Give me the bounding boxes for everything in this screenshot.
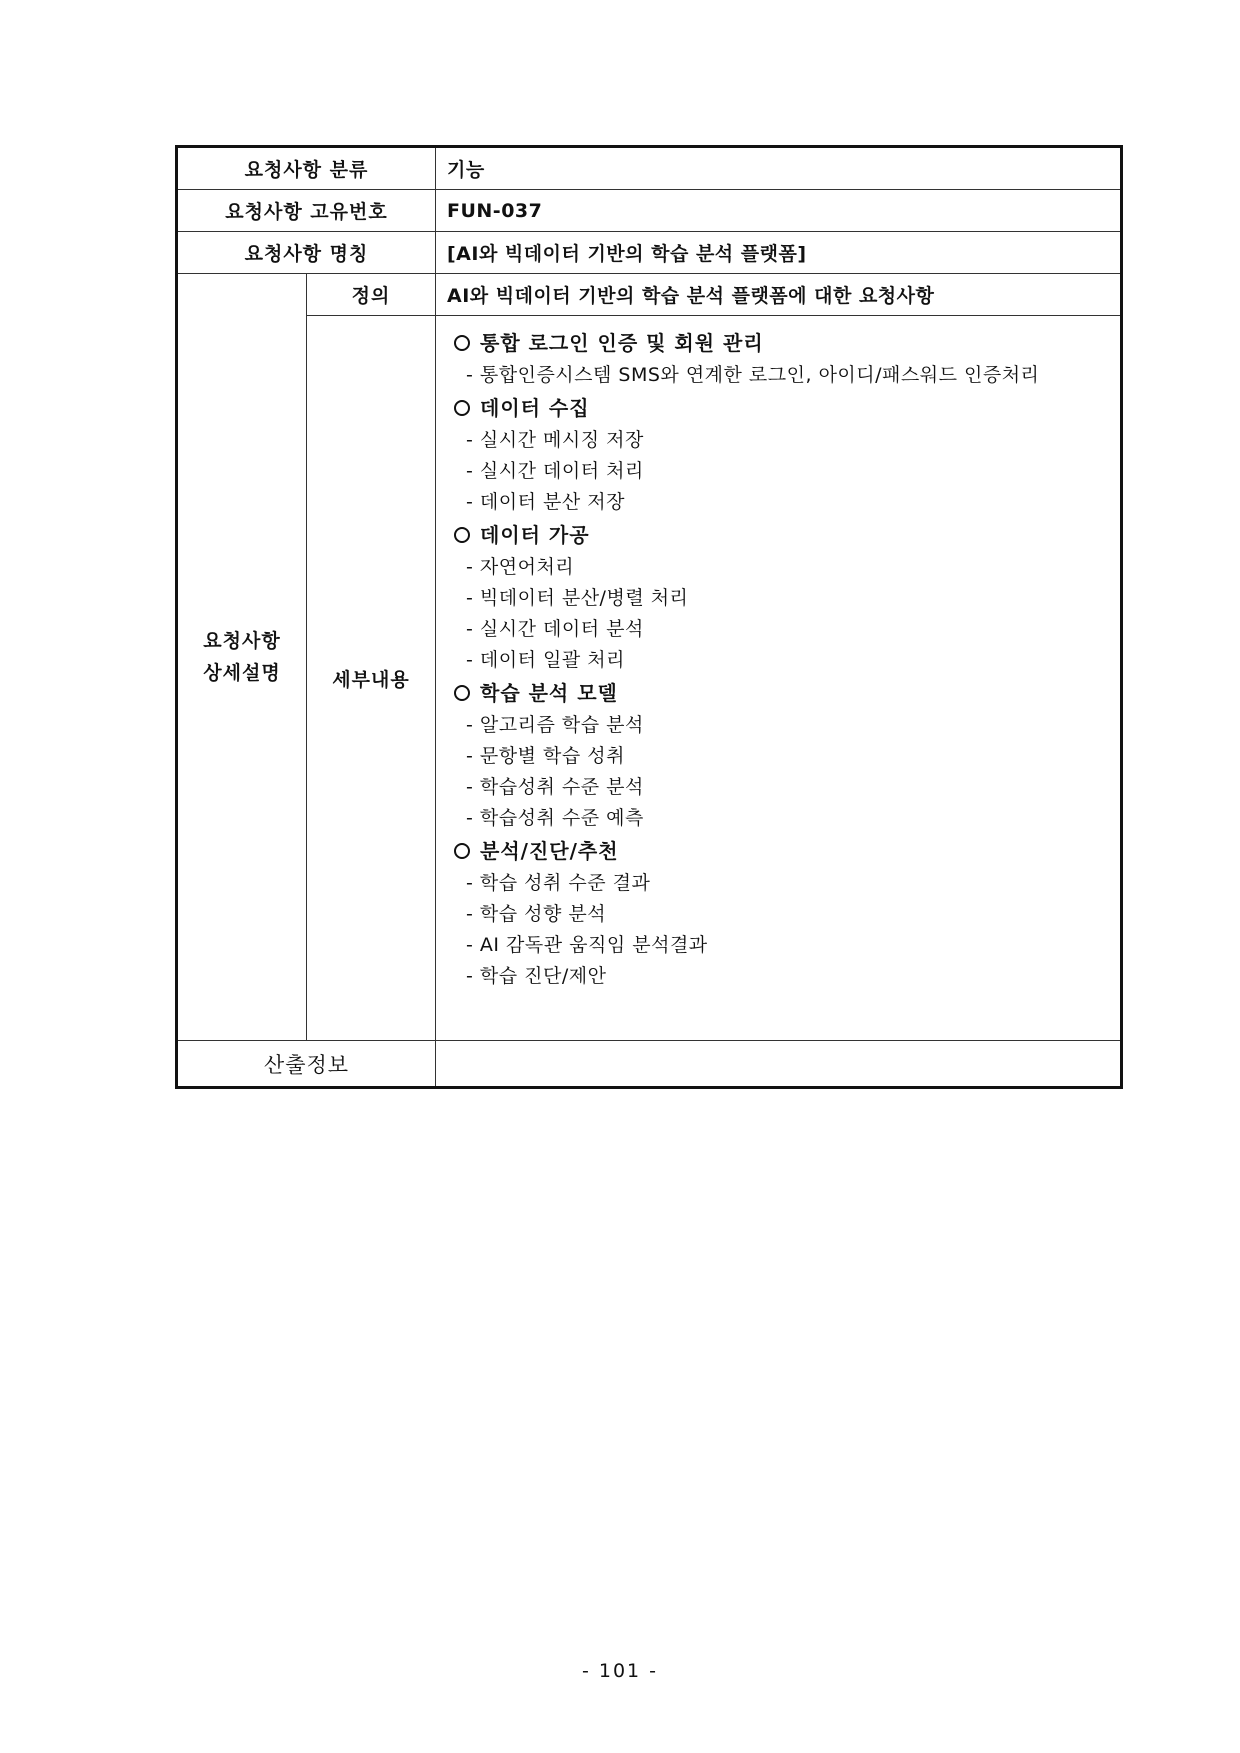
section-item: - 빅데이터 분산/병렬 처리 [466,587,689,609]
output-value [436,1041,1122,1088]
section-item: - 데이터 일괄 처리 [466,649,625,671]
detail-section [454,391,1120,518]
section-title: 학습 분석 모델 [480,681,618,705]
section-list [454,326,1120,992]
name-value: [AI와 빅데이터 기반의 학습 분석 플랫폼] [436,232,1122,274]
detail-section [454,518,1120,676]
row-category [177,147,1122,190]
section-title: 데이터 수집 [480,396,590,420]
section-item: - 학습 성취 수준 결과 [466,872,651,894]
section-item: - AI 감독관 움직임 분석결과 [466,934,708,956]
row-content [177,316,1122,1041]
row-definition [177,274,1122,316]
definition-label: 정의 [307,274,436,316]
section-item: - 실시간 데이터 처리 [466,460,644,482]
detail-group-label [177,274,307,1041]
output-label: 산출정보 [177,1041,436,1088]
section-title: 분석/진단/추천 [480,839,619,863]
circle-bullet-icon [454,685,470,701]
row-name [177,232,1122,274]
section-item: - 문항별 학습 성취 [466,745,625,767]
detail-section [454,326,1120,391]
detail-group-label-line2: 상세설명 [203,662,281,684]
circle-bullet-icon [454,843,470,859]
section-heading [454,326,1120,360]
section-item: - 실시간 메시징 저장 [466,429,644,451]
circle-bullet-icon [454,400,470,416]
section-item: - 학습성취 수준 예측 [466,807,644,829]
definition-value: AI와 빅데이터 기반의 학습 분석 플랫폼에 대한 요청사항 [436,274,1122,316]
section-title: 데이터 가공 [480,523,590,547]
detail-group-label-line1: 요청사항 [203,630,281,652]
row-output [177,1041,1122,1088]
id-label: 요청사항 고유번호 [177,190,436,232]
content-label: 세부내용 [307,316,436,1041]
section-item: - 통합인증시스템 SMS와 연계한 로그인, 아이디/패스워드 인증처리 [466,364,1040,386]
section-item: - 자연어처리 [466,556,575,578]
section-heading [454,676,1120,710]
section-title: 통합 로그인 인증 및 회원 관리 [480,331,764,355]
circle-bullet-icon [454,335,470,351]
section-item: - 학습 진단/제안 [466,965,607,987]
circle-bullet-icon [454,527,470,543]
section-heading [454,518,1120,552]
detail-section [454,834,1120,992]
category-value: 기능 [436,147,1122,190]
name-label: 요청사항 명칭 [177,232,436,274]
section-item: - 데이터 분산 저장 [466,491,625,513]
section-item: - 알고리즘 학습 분석 [466,714,644,736]
page-number: - 101 - [581,1660,659,1682]
section-item: - 학습성취 수준 분석 [466,776,644,798]
id-value: FUN-037 [436,190,1122,232]
section-item: - 실시간 데이터 분석 [466,618,644,640]
content-cell [436,316,1122,1041]
category-label: 요청사항 분류 [177,147,436,190]
row-id [177,190,1122,232]
section-heading [454,834,1120,868]
section-heading [454,391,1120,425]
section-item: - 학습 성향 분석 [466,903,607,925]
detail-section [454,676,1120,834]
requirement-table [175,145,1123,1089]
